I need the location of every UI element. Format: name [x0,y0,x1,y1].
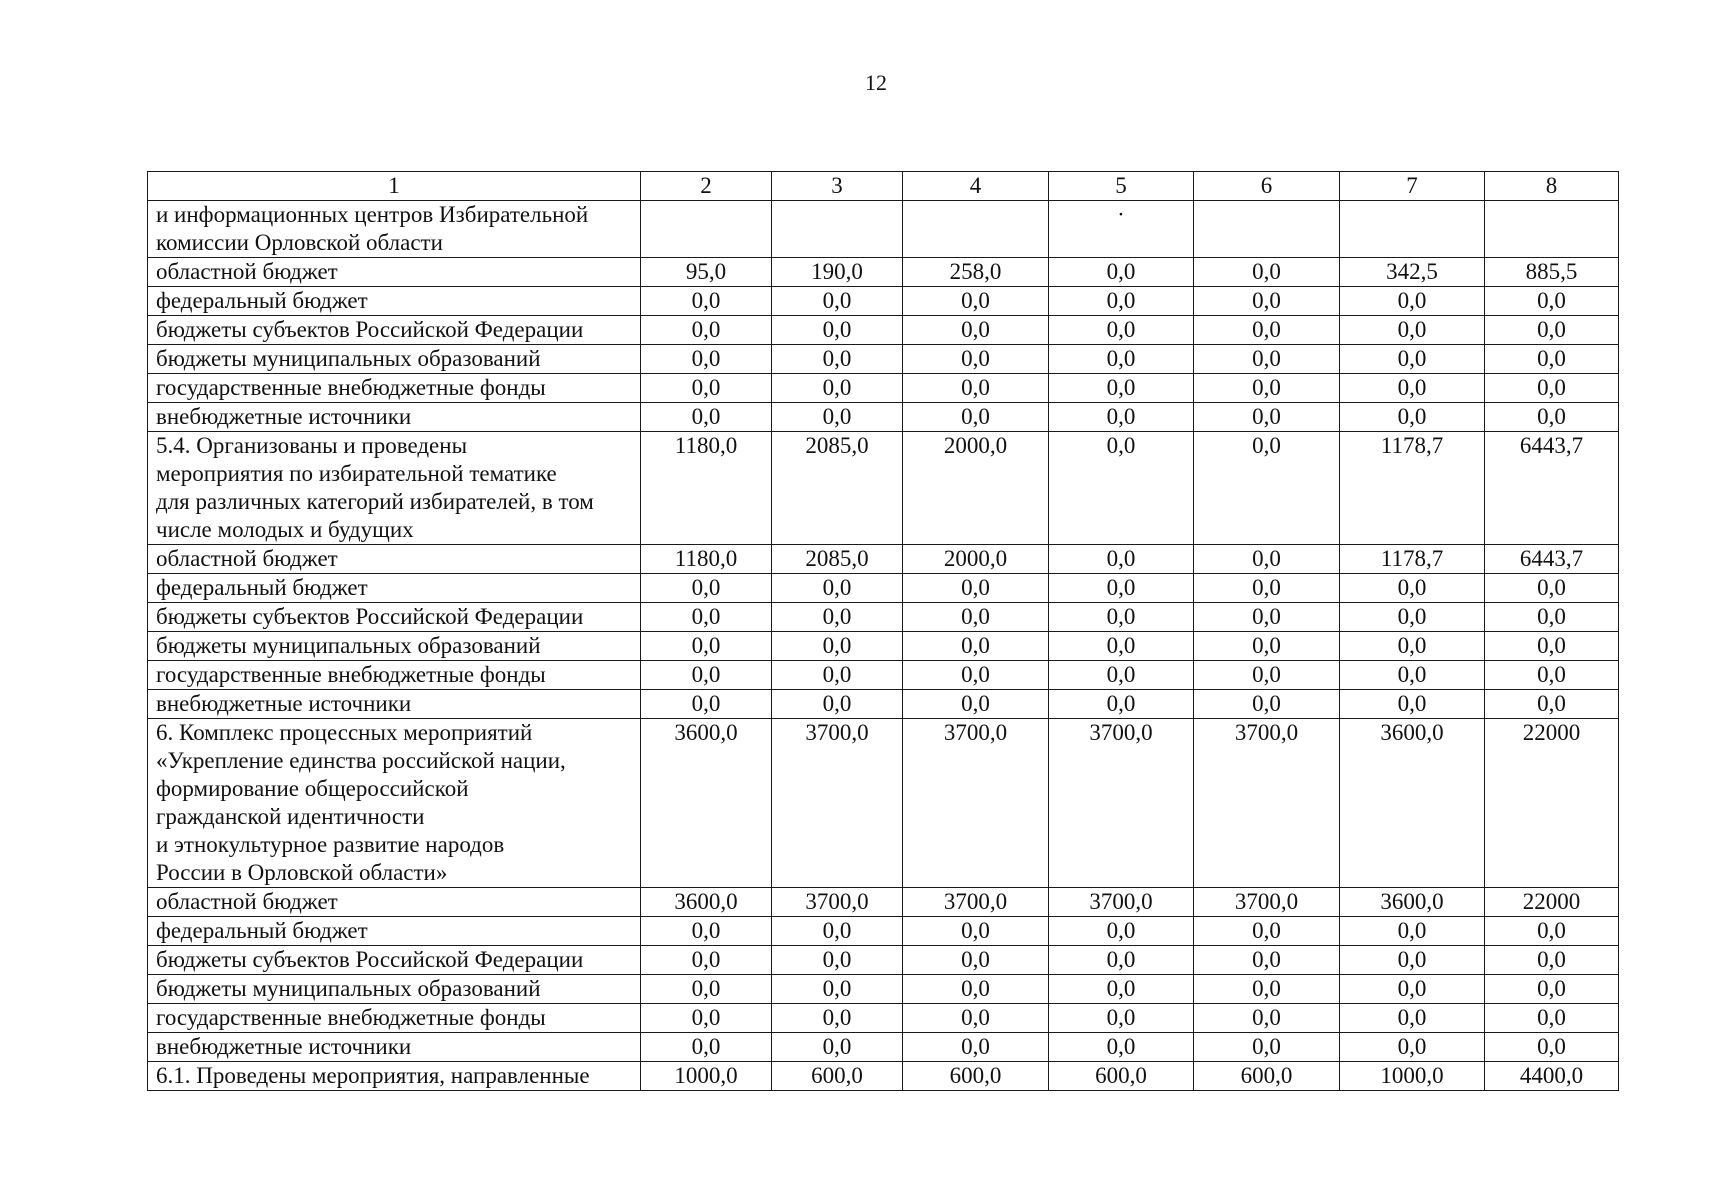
value-cell: 1000,0 [641,1062,772,1091]
row-label-line: комиссии Орловской области [156,230,443,255]
value-cell: 0,0 [641,690,772,719]
value-cell: 3600,0 [1340,888,1485,917]
table-row [148,917,1619,946]
value-cell: 0,0 [1485,917,1619,946]
value-cell: 0,0 [1340,946,1485,975]
row-label-cell [148,661,641,690]
value-cell: 3700,0 [1194,888,1340,917]
value-cell: 0,0 [1049,946,1194,975]
value-cell: 2085,0 [772,432,903,545]
value-cell: 0,0 [1049,316,1194,345]
row-label-cell [148,1004,641,1033]
value-cell: 0,0 [1485,1033,1619,1062]
value-cell: 0,0 [772,690,903,719]
value-cell: 0,0 [903,316,1049,345]
row-label-line: бюджеты муниципальных образований [156,633,541,658]
row-label-line: бюджеты муниципальных образований [156,976,541,1001]
value-cell: 0,0 [903,287,1049,316]
value-cell: 3600,0 [1340,719,1485,888]
value-cell: 0,0 [772,632,903,661]
row-label-line: внебюджетные источники [156,1034,412,1059]
value-cell: 0,0 [641,345,772,374]
value-cell: 0,0 [1049,574,1194,603]
value-cell: 0,0 [772,1033,903,1062]
table-row [148,888,1619,917]
value-cell: 0,0 [1194,661,1340,690]
value-cell: 0,0 [1485,975,1619,1004]
value-cell: 0,0 [772,917,903,946]
row-label-cell [148,574,641,603]
table-row [148,1062,1619,1091]
header-cell: 3 [772,172,903,201]
value-cell: 0,0 [1049,258,1194,287]
header-cell: 6 [1194,172,1340,201]
row-label-line: формирование общероссийской [156,776,469,801]
value-cell: 600,0 [772,1062,903,1091]
value-cell: 3700,0 [1194,719,1340,888]
row-label-cell [148,888,641,917]
row-label-cell [148,1062,641,1091]
value-cell: 0,0 [1194,316,1340,345]
value-cell: 22000 [1485,888,1619,917]
row-label-line: 6. Комплекс процессных мероприятий [156,720,533,745]
table-row [148,316,1619,345]
value-cell: 0,0 [1485,403,1619,432]
header-cell: 8 [1485,172,1619,201]
value-cell [772,201,903,258]
value-cell: 0,0 [641,1004,772,1033]
value-cell: 600,0 [1049,1062,1194,1091]
table-row [148,661,1619,690]
value-cell: 22000 [1485,719,1619,888]
value-cell: 0,0 [1340,1033,1485,1062]
value-cell: 0,0 [1194,545,1340,574]
table-row [148,719,1619,888]
header-row [148,172,1619,201]
row-label-cell [148,690,641,719]
value-cell: 0,0 [1340,345,1485,374]
row-label-cell [148,316,641,345]
table-row [148,374,1619,403]
value-cell: 0,0 [641,374,772,403]
value-cell [1485,201,1619,258]
value-cell: 3700,0 [1049,719,1194,888]
value-cell: 0,0 [1485,287,1619,316]
value-cell: 0,0 [1049,690,1194,719]
row-label-cell [148,719,641,888]
page-number: 12 [865,70,887,95]
value-cell: 0,0 [1049,1004,1194,1033]
value-cell: 0,0 [641,632,772,661]
value-cell: 0,0 [1485,1004,1619,1033]
table-row [148,201,1619,258]
value-cell: 0,0 [772,661,903,690]
row-label-line: областной бюджет [156,259,338,284]
value-cell: 0,0 [641,917,772,946]
row-label-line: государственные внебюджетные фонды [156,662,546,687]
value-cell: 0,0 [1194,1033,1340,1062]
value-cell: 0,0 [1340,374,1485,403]
row-label-line: бюджеты муниципальных образований [156,346,541,371]
row-label-line: «Укрепление единства российской нации, [156,748,566,773]
value-cell: 0,0 [1194,632,1340,661]
value-cell: 0,0 [772,946,903,975]
table-row [148,975,1619,1004]
value-cell: 600,0 [1194,1062,1340,1091]
value-cell: 0,0 [641,574,772,603]
value-cell: 0,0 [772,316,903,345]
row-label-cell [148,403,641,432]
row-label-cell [148,258,641,287]
table-row [148,574,1619,603]
row-label-cell [148,545,641,574]
row-label-line: и этнокультурное развитие народов [156,832,505,857]
value-cell: 0,0 [1485,316,1619,345]
value-cell: 0,0 [1049,403,1194,432]
table-row [148,545,1619,574]
value-cell: 0,0 [903,975,1049,1004]
value-cell: 885,5 [1485,258,1619,287]
value-cell: 0,0 [903,632,1049,661]
row-label-cell [148,946,641,975]
value-cell [903,201,1049,258]
table-body [148,172,1619,1091]
value-cell: 0,0 [903,603,1049,632]
value-cell: 0,0 [1049,632,1194,661]
value-cell: 0,0 [1340,316,1485,345]
value-cell: 0,0 [903,345,1049,374]
value-cell: 0,0 [1485,946,1619,975]
row-label-line: федеральный бюджет [156,918,368,943]
value-cell: 2085,0 [772,545,903,574]
table-row [148,287,1619,316]
row-label-line: и информационных центров Избирательной [156,202,589,227]
row-label-line: для различных категорий избирателей, в том [156,489,594,514]
value-cell: 1178,7 [1340,545,1485,574]
row-label-line: 6.1. Проведены мероприятия, направленные [156,1063,590,1088]
row-label-cell [148,287,641,316]
value-cell: 0,0 [1340,975,1485,1004]
row-label-cell [148,374,641,403]
value-cell: 0,0 [1049,603,1194,632]
value-cell: 0,0 [772,374,903,403]
value-cell: 190,0 [772,258,903,287]
value-cell: 0,0 [1194,574,1340,603]
row-label-line: бюджеты субъектов Российской Федерации [156,947,584,972]
value-cell: 0,0 [1485,661,1619,690]
value-cell: 3700,0 [772,888,903,917]
value-cell: 0,0 [1049,432,1194,545]
table-row [148,690,1619,719]
value-cell: 3700,0 [903,888,1049,917]
table-row [148,946,1619,975]
table-row [148,258,1619,287]
row-label-line: гражданской идентичности [156,804,425,829]
budget-table [147,171,1619,1091]
row-label-line: России в Орловской области» [156,860,448,885]
value-cell: 0,0 [1485,374,1619,403]
value-cell: 0,0 [772,574,903,603]
value-cell [1194,201,1340,258]
value-cell: 0,0 [772,603,903,632]
value-cell: 4400,0 [1485,1062,1619,1091]
value-cell: 3700,0 [1049,888,1194,917]
row-label-line: внебюджетные источники [156,404,412,429]
value-cell: 3700,0 [772,719,903,888]
value-cell: 0,0 [903,374,1049,403]
table-row [148,403,1619,432]
value-cell: 95,0 [641,258,772,287]
value-cell: 0,0 [641,403,772,432]
value-cell: 0,0 [1194,690,1340,719]
value-cell: 600,0 [903,1062,1049,1091]
value-cell: 2000,0 [903,432,1049,545]
value-cell: 0,0 [1049,374,1194,403]
value-cell: 0,0 [1485,574,1619,603]
row-label-line: внебюджетные источники [156,691,412,716]
value-cell: 0,0 [1340,574,1485,603]
value-cell: 0,0 [772,1004,903,1033]
value-cell: 0,0 [903,946,1049,975]
value-cell: 0,0 [1194,432,1340,545]
header-cell: 1 [148,172,641,201]
value-cell: 0,0 [1049,287,1194,316]
row-label-cell [148,917,641,946]
value-cell: 0,0 [641,661,772,690]
value-cell: 1178,7 [1340,432,1485,545]
row-label-line: федеральный бюджет [156,288,368,313]
value-cell: 1180,0 [641,432,772,545]
value-cell: 0,0 [1485,345,1619,374]
row-label-cell [148,632,641,661]
header-cell: 4 [903,172,1049,201]
header-cell: 2 [641,172,772,201]
row-label-line: областной бюджет [156,889,338,914]
value-cell: 2000,0 [903,545,1049,574]
header-cell: 5 [1049,172,1194,201]
value-cell: 0,0 [1485,603,1619,632]
value-cell: 0,0 [641,316,772,345]
value-cell: 0,0 [1485,690,1619,719]
row-label-line: бюджеты субъектов Российской Федерации [156,317,584,342]
value-cell: 0,0 [903,574,1049,603]
value-cell: 1000,0 [1340,1062,1485,1091]
value-cell: 0,0 [1340,1004,1485,1033]
value-cell: 0,0 [1340,917,1485,946]
value-cell: 0,0 [641,946,772,975]
value-cell: 0,0 [641,975,772,1004]
row-label-line: 5.4. Организованы и проведены [156,433,468,458]
value-cell: 0,0 [1049,917,1194,946]
row-label-line: областной бюджет [156,546,338,571]
value-cell: 3600,0 [641,719,772,888]
row-label-cell [148,345,641,374]
header-cell: 7 [1340,172,1485,201]
value-cell: 0,0 [1049,345,1194,374]
table-row [148,603,1619,632]
value-cell: 0,0 [1340,661,1485,690]
value-cell: 0,0 [1340,287,1485,316]
row-label-cell [148,975,641,1004]
value-cell: 0,0 [1194,403,1340,432]
value-cell [641,201,772,258]
value-cell: 0,0 [772,287,903,316]
value-cell: 0,0 [1485,632,1619,661]
value-cell: 0,0 [903,690,1049,719]
value-cell: 0,0 [1340,690,1485,719]
row-label-cell [148,1033,641,1062]
row-label-line: бюджеты субъектов Российской Федерации [156,604,584,629]
value-cell: 0,0 [1194,345,1340,374]
value-cell: 0,0 [1340,403,1485,432]
value-cell: 258,0 [903,258,1049,287]
value-cell: 0,0 [1194,1004,1340,1033]
row-label-line: федеральный бюджет [156,575,368,600]
value-cell: 342,5 [1340,258,1485,287]
value-cell: 0,0 [903,661,1049,690]
value-cell: 0,0 [772,403,903,432]
value-cell: 0,0 [1194,975,1340,1004]
table-row [148,432,1619,545]
table-row [148,1004,1619,1033]
value-cell: 0,0 [903,1004,1049,1033]
table-row [148,1033,1619,1062]
value-cell: 0,0 [1049,975,1194,1004]
value-cell: 0,0 [641,1033,772,1062]
table-row [148,345,1619,374]
value-cell: 0,0 [641,603,772,632]
value-cell: 0,0 [903,917,1049,946]
value-cell: · [1049,201,1194,258]
value-cell: 0,0 [903,1033,1049,1062]
value-cell: 6443,7 [1485,432,1619,545]
value-cell: 0,0 [1049,1033,1194,1062]
row-label-line: числе молодых и будущих [156,517,414,542]
value-cell: 6443,7 [1485,545,1619,574]
value-cell: 0,0 [1194,287,1340,316]
value-cell: 3700,0 [903,719,1049,888]
value-cell [1340,201,1485,258]
row-label-cell [148,603,641,632]
value-cell: 0,0 [1194,946,1340,975]
row-label-line: государственные внебюджетные фонды [156,1005,546,1030]
value-cell: 0,0 [772,975,903,1004]
row-label-cell [148,201,641,258]
row-label-line: мероприятия по избирательной тематике [156,461,557,486]
row-label-line: государственные внебюджетные фонды [156,375,546,400]
value-cell: 0,0 [1340,603,1485,632]
value-cell: 0,0 [1194,258,1340,287]
value-cell: 0,0 [903,403,1049,432]
value-cell: 0,0 [1049,545,1194,574]
value-cell: 3600,0 [641,888,772,917]
value-cell: 0,0 [1049,661,1194,690]
value-cell: 1180,0 [641,545,772,574]
value-cell: 0,0 [1340,632,1485,661]
row-label-cell [148,432,641,545]
value-cell: 0,0 [1194,374,1340,403]
value-cell: 0,0 [772,345,903,374]
table-row [148,632,1619,661]
value-cell: 0,0 [1194,603,1340,632]
value-cell: 0,0 [1194,917,1340,946]
value-cell: 0,0 [641,287,772,316]
